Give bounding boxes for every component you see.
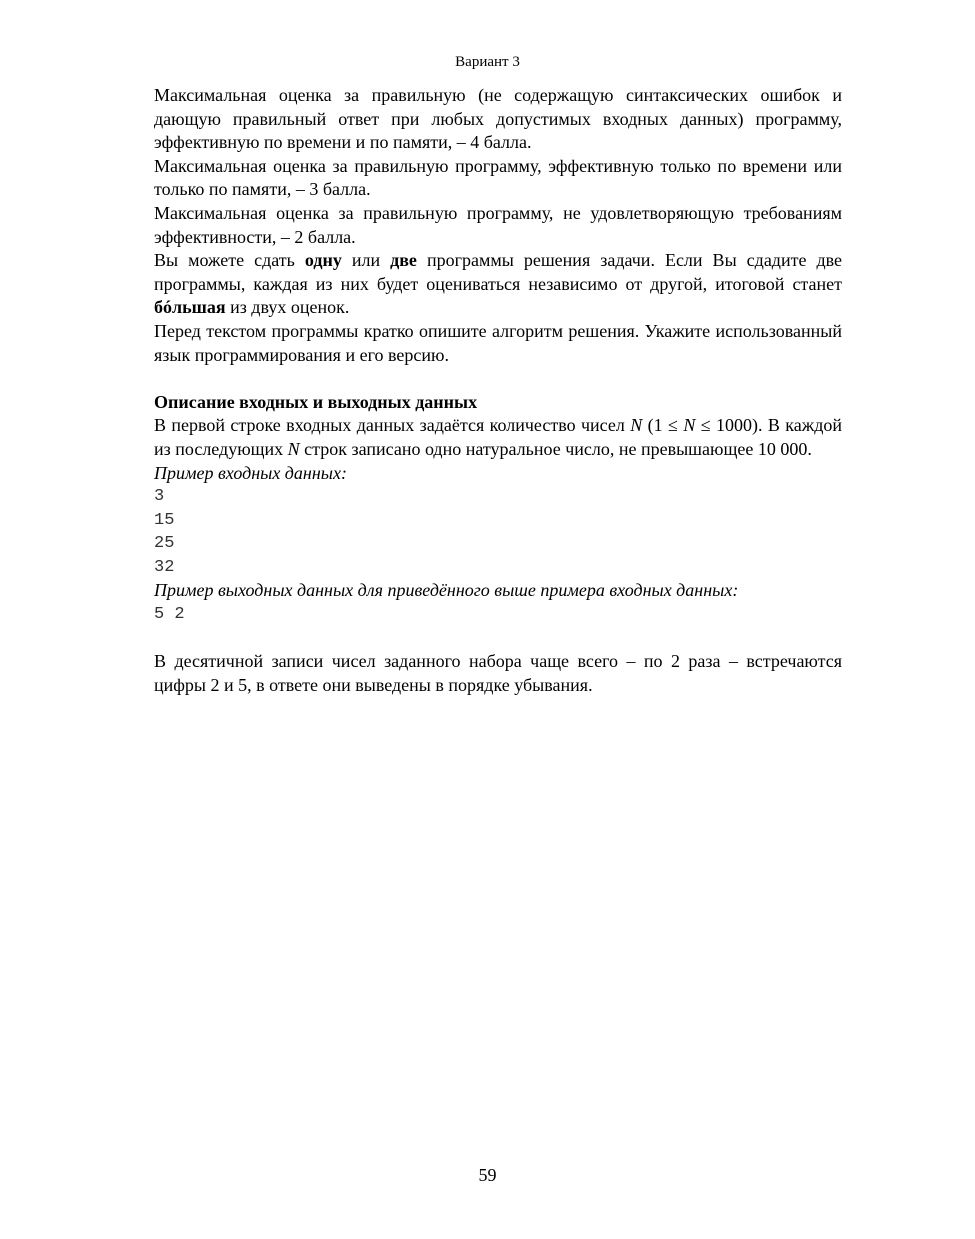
text: или xyxy=(341,250,391,271)
spacer xyxy=(154,627,842,651)
bold-one: одну xyxy=(304,250,342,271)
text: строк записано одно натуральное число, не превышающее 10 000. xyxy=(299,438,812,459)
text: (1 ≤ xyxy=(642,415,684,436)
input-line: 3 xyxy=(154,487,165,507)
var-n: N xyxy=(683,415,696,436)
output-line: 5 2 xyxy=(154,605,185,625)
scoring-paragraph-3: Максимальная оценка за правильную программу, эффективную только по времени или только по памяти, – 3 балла. xyxy=(154,155,842,200)
input-line: 25 xyxy=(154,534,175,554)
text: программы решения задачи. Если Вы сдадите две программы, каждая из них будет оцениваться независимо от другой, итоговой станет xyxy=(154,250,843,294)
bold-bigger: бóльшая xyxy=(154,297,226,318)
io-description xyxy=(154,414,842,461)
page-number: 59 xyxy=(478,1165,497,1185)
scoring-paragraph-4: Максимальная оценка за правильную (не содержащую синтаксических ошибок и дающую правильный ответ при любых допустимых входных данных) программу, эффективную по времени и по памяти, – 4 балла. xyxy=(154,85,842,153)
input-line: 32 xyxy=(154,557,175,577)
explanation-paragraph: В десятичной записи чисел заданного набора чаще всего – по 2 раза – встречаются цифры 2 и 5, в ответе они выведены в порядке убывания. xyxy=(154,651,842,695)
page-content xyxy=(154,84,842,697)
spacer xyxy=(154,367,842,391)
page-header: Вариант 3 xyxy=(455,54,520,70)
input-line: 15 xyxy=(154,510,175,530)
output-example-label: Пример выходных данных для приведённого выше примера входных данных: xyxy=(154,580,739,601)
scoring-paragraph-2: Максимальная оценка за правильную программу, не удовлетворяющую требованиям эффективности, – 2 балла. xyxy=(154,202,842,247)
text: В первой строке входных данных задаётся количество чисел xyxy=(154,415,631,436)
bold-two: две xyxy=(390,250,417,271)
section-heading: Описание входных и выходных данных xyxy=(154,391,478,412)
text: ≤ 1000). В каждой из последующих xyxy=(154,415,842,459)
text: Вы можете сдать xyxy=(154,250,305,271)
algorithm-instruction: Перед текстом программы кратко опишите алгоритм решения. Укажите использованный язык программирования и его версию. xyxy=(154,320,842,365)
text: из двух оценок. xyxy=(225,297,350,318)
input-example-label: Пример входных данных: xyxy=(154,462,347,483)
var-n: N xyxy=(630,415,643,436)
submission-paragraph xyxy=(154,249,842,320)
var-n: N xyxy=(287,438,300,459)
